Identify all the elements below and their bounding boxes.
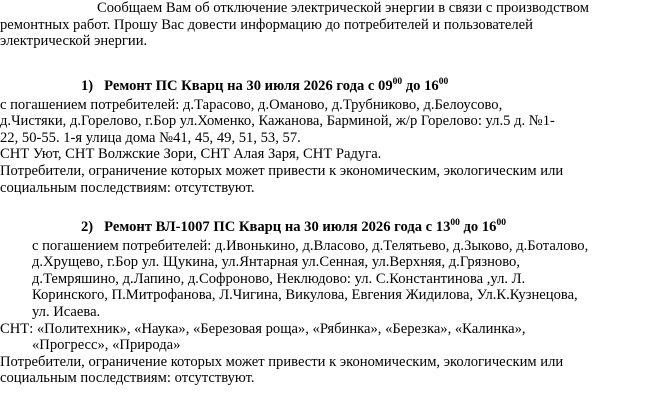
outage-line: д.Хрущево, г.Бор ул. Щукина, ул.Янтарная ул.Сенная, ул.Верхняя, д.Грязново, (32, 254, 520, 271)
outage-section-1 (0, 78, 670, 196)
outage-line: с погашением потребителей: д.Тарасово, д.Оманово, д.Трубниково, д.Белоусово, (0, 96, 503, 113)
intro-line: электрической энергии. (0, 33, 148, 50)
outage-line: социальным последствиям: отсутствуют. (0, 370, 255, 387)
intro-paragraph (0, 0, 670, 50)
to-time: до 16 (459, 219, 497, 235)
outage-line: Потребители, ограничение которых может привести к экономическим, экологическим или (0, 162, 564, 179)
start-minutes: 00 (392, 77, 403, 87)
outage-number: 2) (81, 219, 94, 235)
outage-title: Ремонт ПС Кварц на 30 июля 2026 года с 09 (104, 78, 393, 94)
end-minutes: 00 (438, 77, 449, 87)
outage-line: ул. Исаева. (32, 303, 101, 320)
outage-line: социальным последствиям: отсутствуют. (0, 179, 255, 196)
outage-line: СНТ Уют, СНТ Волжские Зори, СНТ Алая Заря, СНТ Радуга. (0, 146, 382, 163)
outage-line: Потребители, ограничение которых может привести к экономическим, экологическим или (0, 353, 564, 370)
outage-line: с погашением потребителей: д.Ивонькино, д.Власово, д.Телятьево, д.Зыково, д.Боталово, (32, 237, 589, 254)
outage-heading-2 (0, 219, 670, 236)
outage-heading-1 (0, 78, 670, 95)
outage-number: 1) (81, 78, 94, 94)
outage-line: Коринского, П.Митрофанова, Л.Чигина, Викулова, Евгения Жидилова, Ул.К.Кузнецова, (32, 287, 578, 304)
end-minutes: 00 (496, 218, 506, 228)
to-time: до 16 (402, 78, 439, 94)
intro-line: Сообщаем Вам об отключение электрической энергии в связи с производством (97, 0, 589, 16)
outage-title: Ремонт ВЛ-1007 ПС Кварц на 30 июля 2026 года с 13 (104, 219, 451, 235)
start-minutes: 00 (450, 218, 460, 228)
outage-line: 22, 50-55. 1-я улица дома №41, 45, 49, 51, 53, 57. (0, 129, 301, 146)
outage-line: «Прогресс», «Природа» (32, 337, 181, 354)
outage-line: д.Темряшино, д.Лапино, д.Софроново, Неклюдово: ул. С.Константинова ,ул. Л. (32, 270, 526, 287)
intro-line: ремонтных работ. Прошу Вас довести информацию до потребителей и пользователей (0, 16, 533, 33)
outage-line: СНТ: «Политехник», «Наука», «Березовая роща», «Рябинка», «Березка», «Калинка», (0, 320, 526, 337)
outage-line: д.Чистяки, д.Горелово, г.Бор ул.Хоменко, Кажанова, Барминой, ж/р Горелово: ул.5 д. №1- (0, 113, 555, 130)
outage-section-2 (0, 219, 670, 387)
